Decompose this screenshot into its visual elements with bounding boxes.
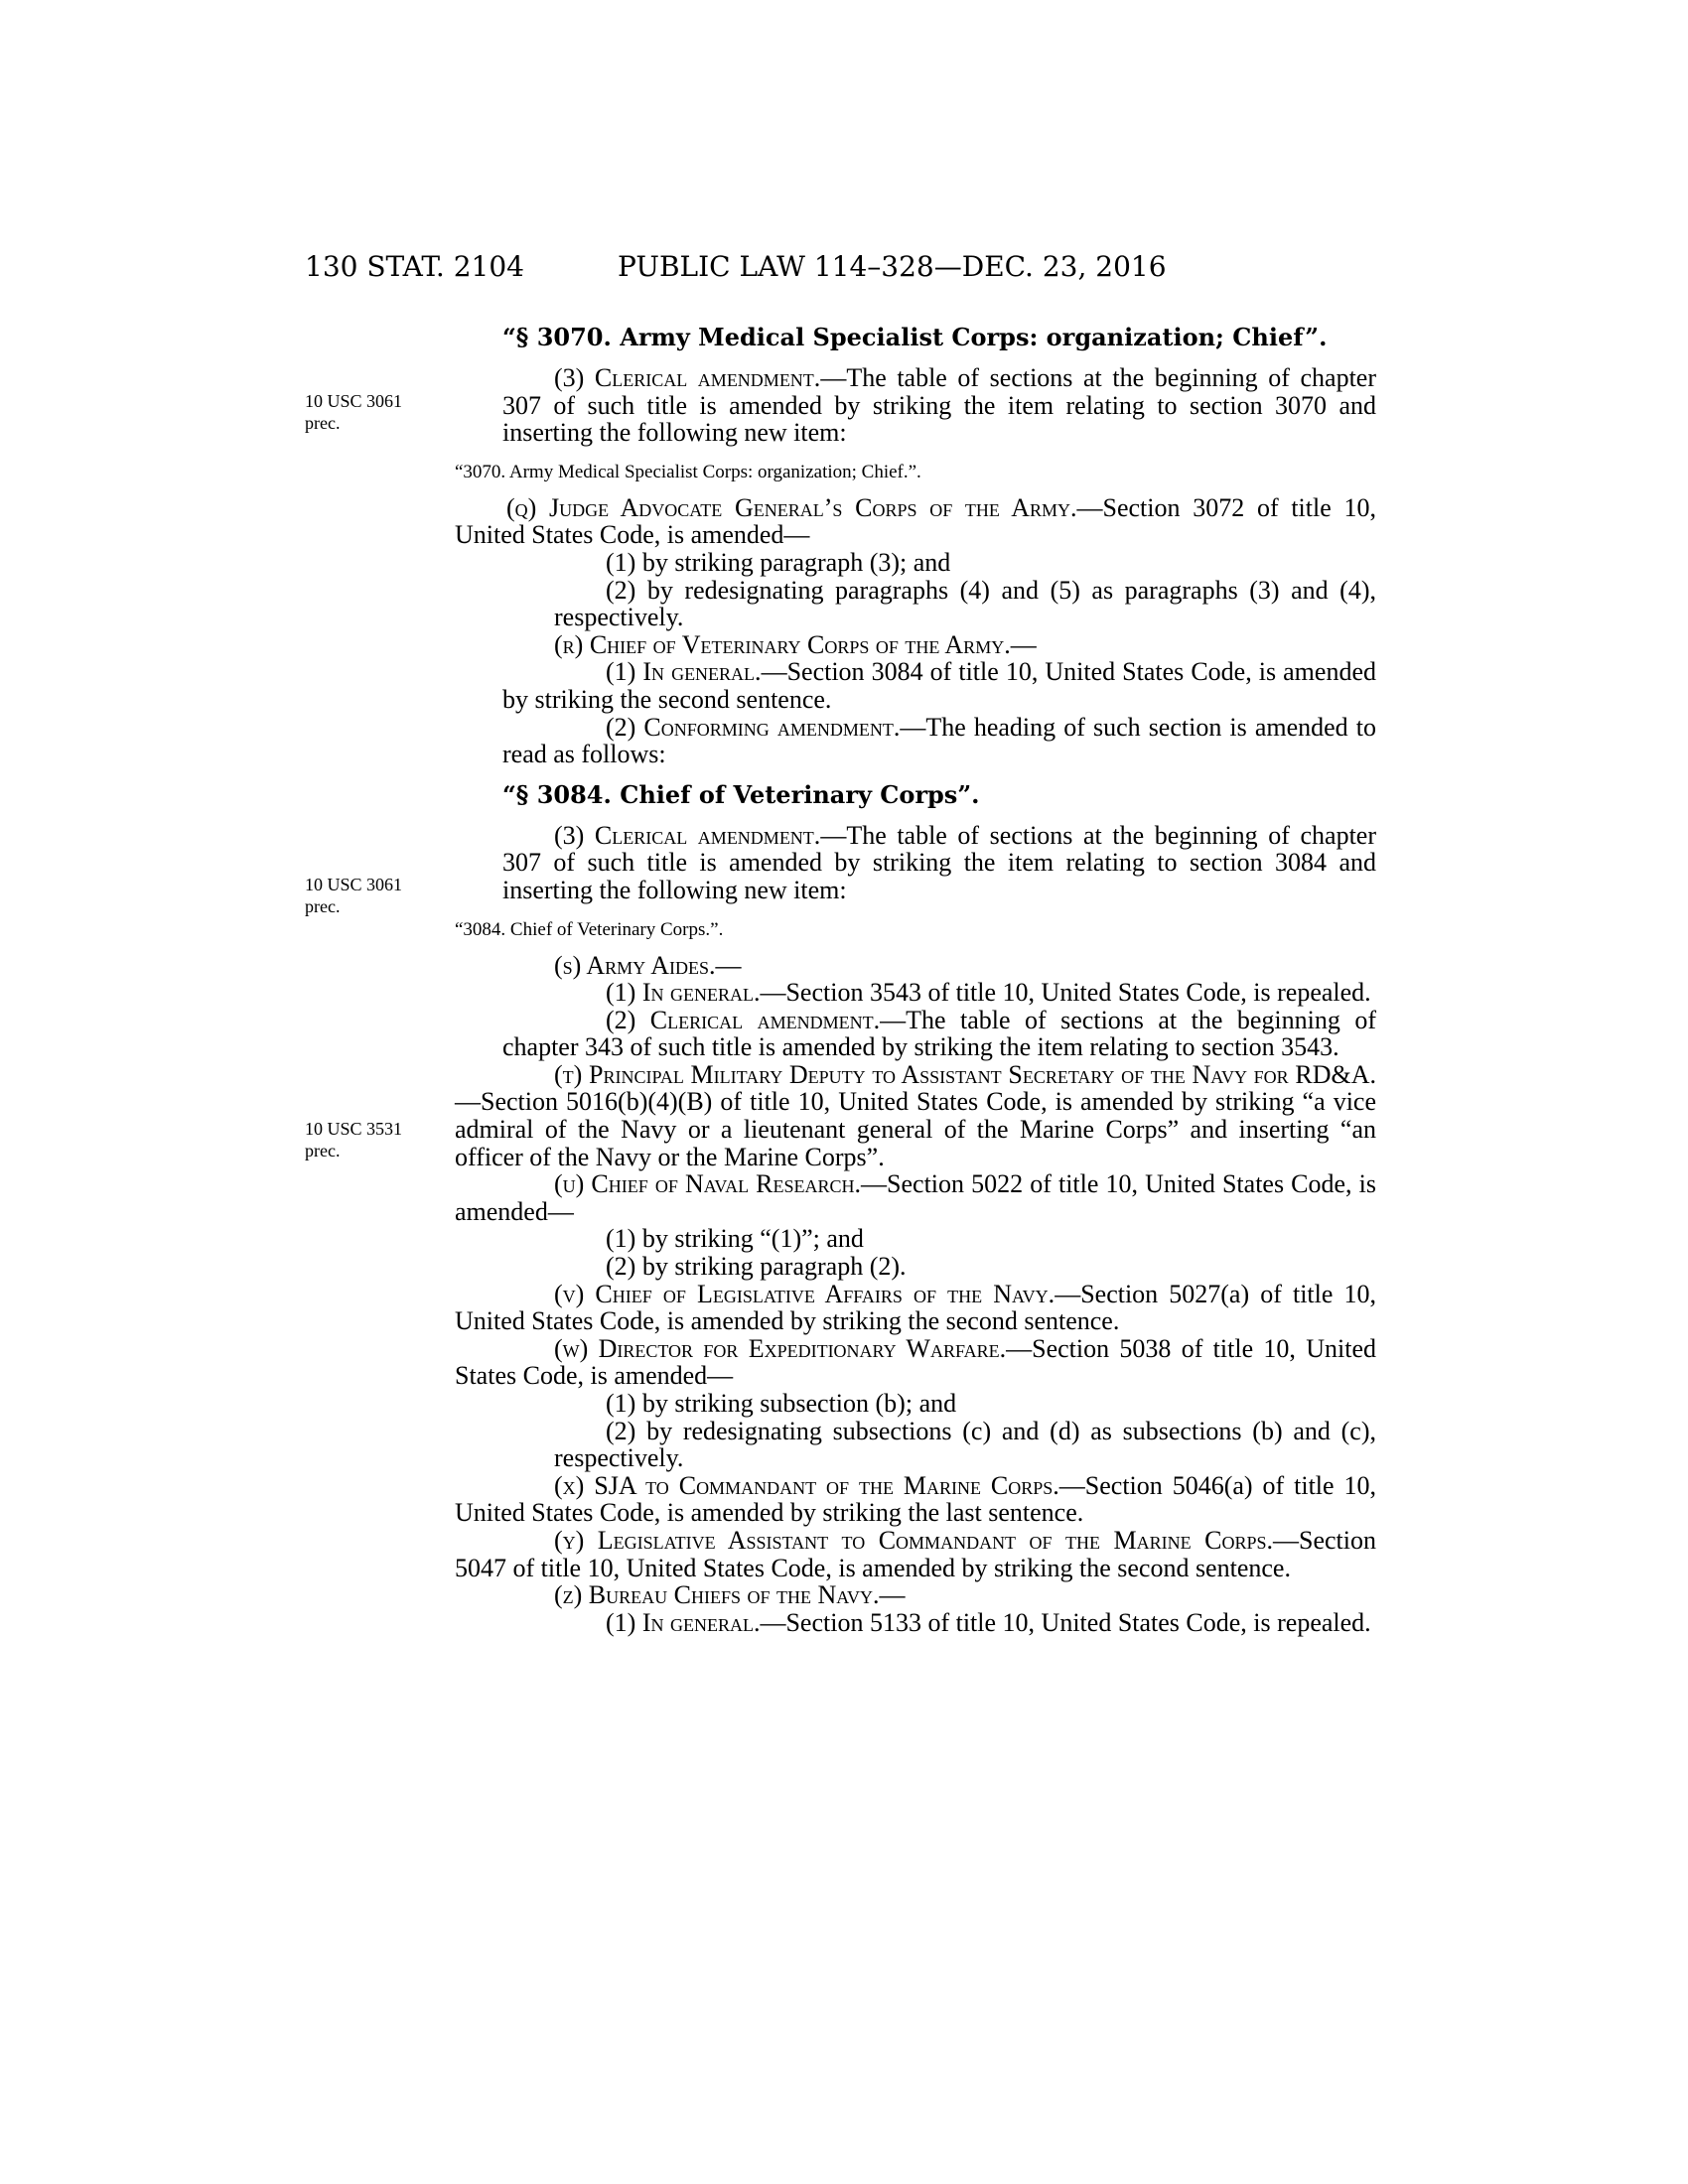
paragraph-text: —Section 3084 of title 10, United States Code, is amended by striking the second sentence. xyxy=(502,657,1376,714)
paragraph xyxy=(502,979,1376,1007)
paragraph-text: —Section 5046(a) of title 10, United States Code, is amended by striking the last sentence. xyxy=(455,1470,1376,1528)
paragraph-text: —Section 5016(b)(4)(B) of title 10, United States Code, is amended by striking “a vice admiral of the Navy or a lieutenant general of the Marine Corps” and inserting “an officer of the Navy or the Marine Corps”. xyxy=(455,1087,1376,1171)
paragraph xyxy=(502,658,1376,713)
paragraph-heading: (q) Judge Advocate General’s Corps of the Army. xyxy=(506,492,1077,522)
paragraph-heading: (2) Conforming amendment. xyxy=(606,712,901,742)
paragraph-heading: (v) Chief of Legislative Affairs of the Navy. xyxy=(554,1279,1055,1308)
paragraph: (2) by striking paragraph (2). xyxy=(606,1252,907,1282)
paragraph-text: —Section 5038 of title 10, United States Code, is amended— xyxy=(455,1333,1376,1391)
paragraph: (2) by redesignating subsections (c) and (d) as subsections (b) and (c), respectively. xyxy=(554,1416,1376,1473)
paragraph xyxy=(455,952,1376,980)
paragraph xyxy=(502,822,1376,904)
section-heading: “§ 3070. Army Medical Specialist Corps: organization; Chief”. xyxy=(502,323,1328,351)
paragraph-heading: (1) In general. xyxy=(606,978,761,1008)
paragraph-text: —The heading of such section is amended to read as follows: xyxy=(502,712,1376,769)
paragraph-heading: (z) Bureau Chiefs of the Navy. xyxy=(554,1580,880,1610)
paragraph-heading: (y) Legislative Assistant to Commandant of the Marine Corps. xyxy=(554,1525,1273,1555)
paragraph-text: —The table of sections at the beginning of chapter 307 of such title is amended by striking the item relating to section 3070 and inserting the following new item: xyxy=(502,363,1377,448)
paragraph xyxy=(502,714,1376,768)
paragraph-heading: (1) In general. xyxy=(606,657,762,687)
table-item: “3070. Army Medical Specialist Corps: organization; Chief.”. xyxy=(455,461,921,482)
paragraph: (1) by striking paragraph (3); and xyxy=(606,547,951,577)
paragraph-text: —The table of sections at the beginning of chapter 343 of such title is amended by striking the item relating to section 3543. xyxy=(502,1005,1377,1062)
page-number: 130 STAT. 2104 xyxy=(305,250,524,283)
paragraph-heading: (3) Clerical amendment. xyxy=(554,820,821,850)
paragraph xyxy=(502,1609,1376,1637)
paragraph-heading: (x) SJA to Commandant of the Marine Corps. xyxy=(554,1470,1059,1500)
paragraph xyxy=(455,1281,1376,1335)
table-item: “3084. Chief of Veterinary Corps.”. xyxy=(455,918,724,940)
paragraph xyxy=(455,494,1376,549)
paragraph: (1) by striking “(1)”; and xyxy=(606,1224,864,1254)
margin-note xyxy=(305,390,484,434)
paragraph-text: — xyxy=(715,950,742,980)
paragraph-text: —Section 5047 of title 10, United States Code, is amended by striking the second sentence. xyxy=(455,1525,1376,1582)
margin-note-line: prec. xyxy=(305,1141,341,1160)
margin-note xyxy=(305,874,484,917)
paragraph-heading: (r) Chief of Veterinary Corps of the Army. xyxy=(554,629,1011,659)
paragraph xyxy=(455,1061,1376,1170)
paragraph-heading: (3) Clerical amendment. xyxy=(554,363,821,392)
paragraph xyxy=(502,1007,1376,1061)
paragraph: (2) by redesignating paragraphs (4) and (5) as paragraphs (3) and (4), respectively. xyxy=(554,575,1376,632)
paragraph: (1) by striking subsection (b); and xyxy=(606,1389,957,1418)
paragraph xyxy=(455,1335,1376,1390)
document-body xyxy=(455,323,1377,1637)
paragraph xyxy=(455,1527,1376,1581)
paragraph-text: —Section 5022 of title 10, United States Code, is amended— xyxy=(455,1169,1376,1226)
paragraph-text: —Section 5133 of title 10, United States Code, is repealed. xyxy=(760,1607,1371,1637)
paragraph-text: —Section 3072 of title 10, United States Code, is amended— xyxy=(455,492,1376,550)
page-header-title: PUBLIC LAW 114–328—DEC. 23, 2016 xyxy=(618,250,1167,283)
paragraph xyxy=(455,1170,1376,1225)
paragraph xyxy=(455,631,1376,659)
paragraph xyxy=(455,1472,1376,1527)
paragraph xyxy=(455,1581,1376,1609)
paragraph-heading: (w) Director for Expeditionary Warfare. xyxy=(554,1333,1007,1363)
paragraph-heading: (u) Chief of Naval Research. xyxy=(554,1169,862,1199)
margin-note-line: 10 USC 3061 xyxy=(305,875,403,894)
paragraph-text: — xyxy=(1010,629,1037,659)
paragraph-heading: (1) In general. xyxy=(606,1607,761,1637)
paragraph xyxy=(502,364,1376,447)
margin-note-line: prec. xyxy=(305,413,341,433)
margin-note-line: 10 USC 3061 xyxy=(305,391,403,411)
section-heading: “§ 3084. Chief of Veterinary Corps”. xyxy=(502,779,980,809)
paragraph-text: — xyxy=(879,1580,906,1610)
paragraph-heading: (t) Principal Military Deputy to Assistant Secretary of the Navy for RD&A. xyxy=(554,1059,1376,1089)
margin-note-line: 10 USC 3531 xyxy=(305,1119,403,1139)
paragraph-text: —Section 3543 of title 10, United States Code, is repealed. xyxy=(760,978,1371,1008)
paragraph-text: —Section 5027(a) of title 10, United States Code, is amended by striking the second sentence. xyxy=(455,1279,1376,1336)
paragraph-heading: (s) Army Aides. xyxy=(554,950,716,980)
paragraph-heading: (2) Clerical amendment. xyxy=(606,1005,881,1034)
paragraph-text: —The table of sections at the beginning of chapter 307 of such title is amended by striking the item relating to section 3084 and inserting the following new item: xyxy=(502,820,1377,904)
margin-note-line: prec. xyxy=(305,896,341,916)
